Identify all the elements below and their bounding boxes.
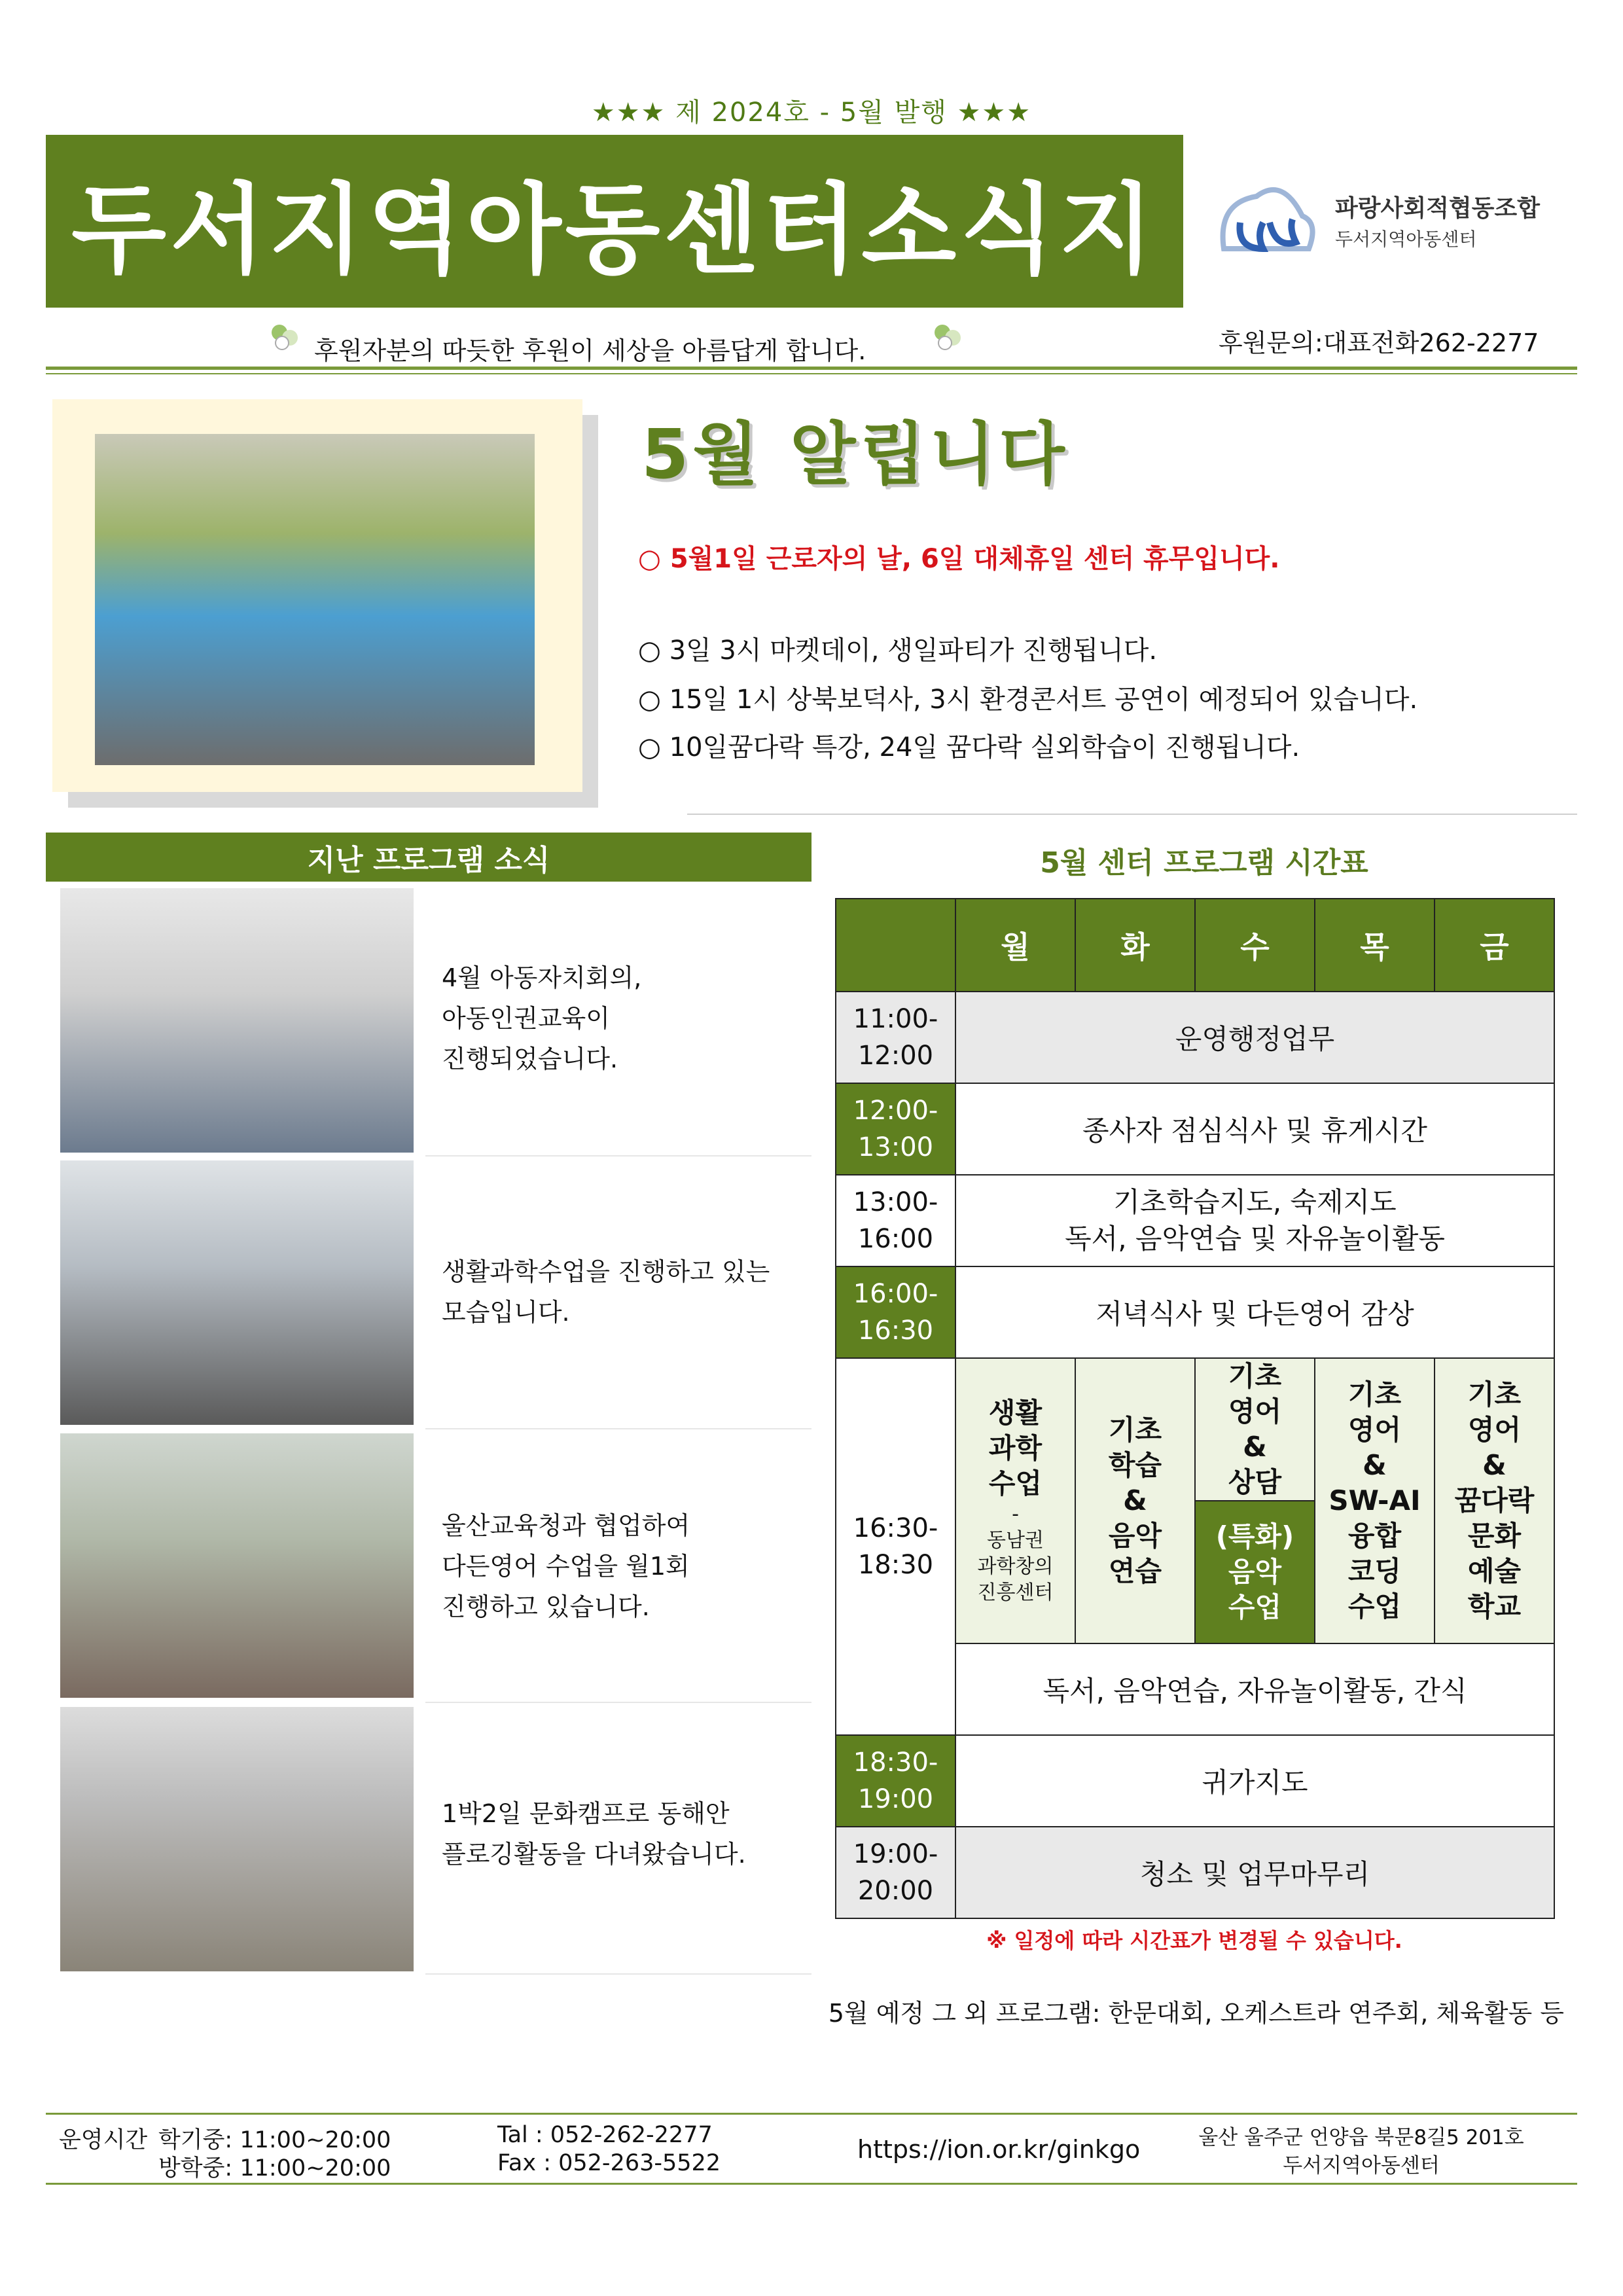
monday-program: 생활 과학 수업 - 동남권 과학창의 진흥센터 bbox=[955, 1358, 1075, 1643]
program-photo bbox=[60, 1160, 414, 1425]
tuesday-program: 기초 학습 & 음악 연습 bbox=[1075, 1358, 1195, 1643]
photo-frame bbox=[52, 399, 582, 792]
wednesday-special-program: (특화) 음악 수업 bbox=[1195, 1501, 1315, 1643]
footer-divider bbox=[46, 2183, 1577, 2185]
schedule-item: 종사자 점심식사 및 휴게시간 bbox=[955, 1083, 1554, 1175]
day-header: 목 bbox=[1315, 899, 1435, 992]
phone-number: Tal : 052-262-2277 bbox=[497, 2122, 713, 2148]
notice-title: 5월 알립니다 bbox=[641, 414, 1069, 494]
timetable-title: 5월 센터 프로그램 시간표 bbox=[1040, 846, 1368, 880]
friday-program: 기초 영어 & 꿈다락 문화 예술 학교 bbox=[1435, 1358, 1554, 1643]
day-header: 금 bbox=[1435, 899, 1554, 992]
notice-item: ○ 15일 1시 상북보덕사, 3시 환경콘서트 공연이 예정되어 있습니다. bbox=[638, 685, 1418, 715]
donation-contact: 후원문의:대표전화262-2277 bbox=[1219, 329, 1539, 357]
divider bbox=[425, 1702, 812, 1703]
program-photo bbox=[60, 1433, 414, 1698]
day-header: 수 bbox=[1195, 899, 1315, 992]
schedule-item: 기초학습지도, 숙제지도 독서, 음악연습 및 자유놀이활동 bbox=[955, 1175, 1554, 1266]
day-header: 화 bbox=[1075, 899, 1195, 992]
address: 울산 울주군 언양읍 북문8길5 201호 bbox=[1198, 2126, 1524, 2149]
time-slot: 11:00- 12:00 bbox=[836, 992, 955, 1083]
timetable bbox=[835, 898, 1555, 1919]
issue-line: ★★★ 제 2024호 - 5월 발행 ★★★ bbox=[591, 98, 1032, 128]
newsletter-title: 두서지역아동센터소식지 bbox=[46, 135, 1183, 308]
footer-center-name: 두서지역아동센터 bbox=[1283, 2154, 1440, 2178]
tagline: 후원자분의 따듯한 후원이 세상을 아름답게 합니다. bbox=[314, 336, 866, 365]
program-caption: 생활과학수업을 진행하고 있는 모습입니다. bbox=[442, 1257, 770, 1327]
schedule-item: 귀가지도 bbox=[955, 1735, 1554, 1827]
organization-logo bbox=[1211, 177, 1577, 268]
website-link[interactable]: https://ion.or.kr/ginkgo bbox=[857, 2135, 1141, 2164]
logo-center-name: 두서지역아동센터 bbox=[1335, 228, 1477, 250]
time-slot: 16:30- 18:30 bbox=[836, 1358, 955, 1735]
time-slot: 12:00- 13:00 bbox=[836, 1083, 955, 1175]
program-caption: 4월 아동자치회의, 아동인권교육이 진행되었습니다. bbox=[442, 963, 642, 1073]
clover-icon bbox=[265, 319, 304, 353]
schedule-item: 청소 및 업무마무리 bbox=[955, 1827, 1554, 1918]
notice-item: ○ 10일꿈다락 특강, 24일 꿈다락 실외학습이 진행됩니다. bbox=[638, 732, 1300, 762]
program-caption: 1박2일 문화캠프로 동해안 플로깅활동을 다녀왔습니다. bbox=[442, 1799, 746, 1869]
fax-number: Fax : 052-263-5522 bbox=[497, 2150, 721, 2176]
time-slot: 18:30- 19:00 bbox=[836, 1735, 955, 1827]
footer-divider bbox=[46, 2113, 1577, 2115]
notice-item: ○ 3일 3시 마켓데이, 생일파티가 진행됩니다. bbox=[638, 636, 1158, 666]
day-header: 월 bbox=[955, 899, 1075, 992]
wednesday-program: 기초 영어 & 상담 bbox=[1195, 1358, 1315, 1501]
divider bbox=[46, 373, 1577, 374]
program-caption: 울산교육청과 협업하여 다든영어 수업을 월1회 진행하고 있습니다. bbox=[442, 1511, 690, 1621]
past-programs-header: 지난 프로그램 소식 bbox=[46, 833, 812, 882]
hours-label: 운영시간 bbox=[59, 2127, 148, 2153]
schedule-item: 독서, 음악연습, 자유놀이활동, 간식 bbox=[955, 1643, 1554, 1735]
logo-mark-icon bbox=[1211, 177, 1322, 268]
time-slot: 13:00- 16:00 bbox=[836, 1175, 955, 1266]
divider bbox=[687, 814, 1577, 815]
clover-icon bbox=[928, 319, 967, 353]
divider bbox=[46, 367, 1577, 370]
logo-org-name: 파랑사회적협동조합 bbox=[1335, 195, 1540, 222]
schedule-item: 저녁식사 및 다든영어 감상 bbox=[955, 1266, 1554, 1358]
divider bbox=[425, 1973, 812, 1975]
schedule-change-note: ※ 일정에 따라 시간표가 변경될 수 있습니다. bbox=[986, 1928, 1402, 1953]
program-photo bbox=[60, 888, 414, 1153]
schedule-item: 운영행정업무 bbox=[955, 992, 1554, 1083]
extra-programs: 5월 예정 그 외 프로그램: 한문대회, 오케스트라 연주회, 체육활동 등 bbox=[828, 1999, 1564, 2028]
divider bbox=[425, 1155, 812, 1157]
thursday-program: 기초 영어 & SW-AI 융합 코딩 수업 bbox=[1315, 1358, 1435, 1643]
time-slot: 19:00- 20:00 bbox=[836, 1827, 955, 1918]
vacation-hours: 방학중: 11:00~20:00 bbox=[158, 2155, 391, 2181]
divider bbox=[425, 1428, 812, 1429]
semester-hours: 학기중: 11:00~20:00 bbox=[158, 2127, 391, 2153]
playground-photo bbox=[95, 434, 535, 765]
timetable-corner bbox=[836, 899, 955, 992]
program-photo bbox=[60, 1707, 414, 1971]
time-slot: 16:00- 16:30 bbox=[836, 1266, 955, 1358]
notice-item: ○ 5월1일 근로자의 날, 6일 대체휴일 센터 휴무입니다. bbox=[638, 544, 1280, 574]
